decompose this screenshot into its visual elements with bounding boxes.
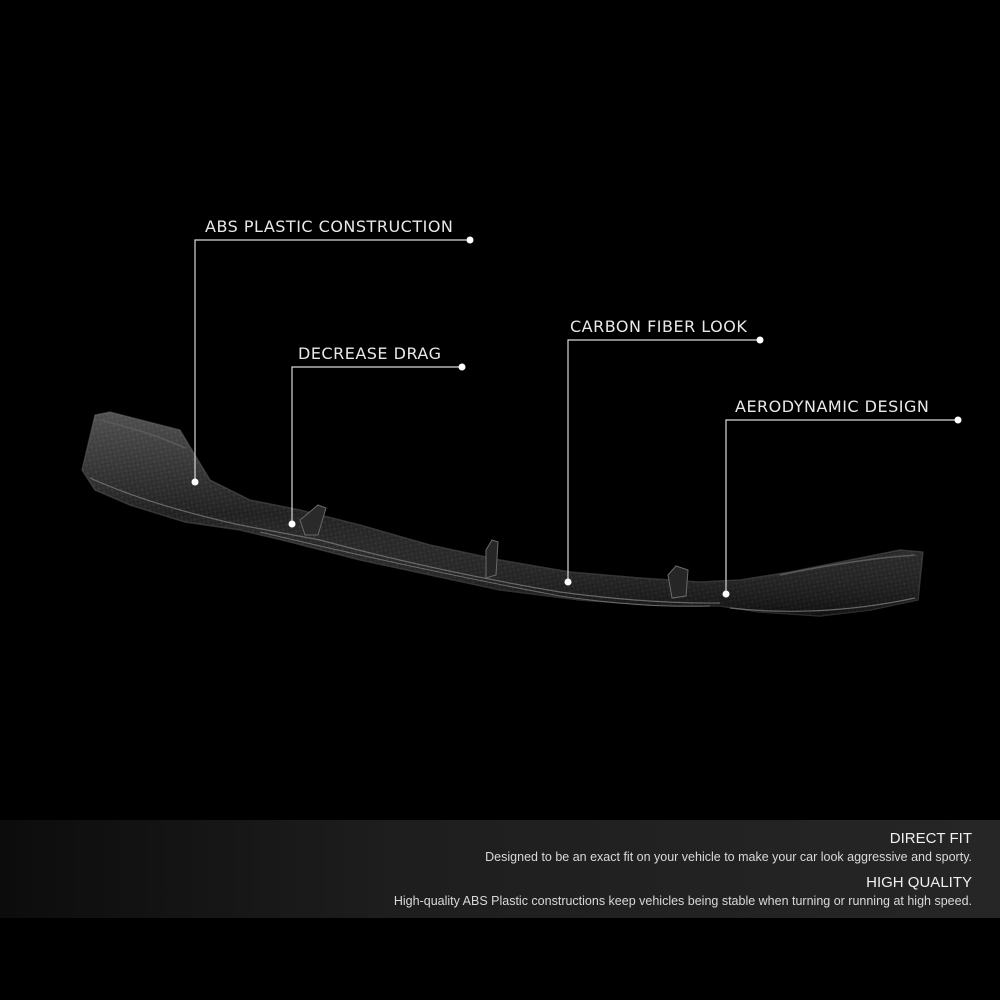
feature-heading-direct-fit: DIRECT FIT [889,830,972,847]
callout-aerodynamic: AERODYNAMIC DESIGN [735,397,930,416]
feature-heading-high-quality: HIGH QUALITY [866,874,972,891]
feature-panel [0,820,1000,918]
fin-center [486,540,498,578]
callout-carbon-fiber: CARBON FIBER LOOK [570,317,748,336]
fin-right [668,566,688,598]
feature-text-high-quality: High-quality ABS Plastic constructions keep vehicles being stable when turning or running at high speed. [393,894,972,908]
feature-text-direct-fit: Designed to be an exact fit on your vehicle to make your car look aggressive and sporty. [485,850,972,864]
callout-abs-plastic: ABS PLASTIC CONSTRUCTION [205,217,454,236]
callout-decrease-drag: DECREASE DRAG [298,344,442,363]
